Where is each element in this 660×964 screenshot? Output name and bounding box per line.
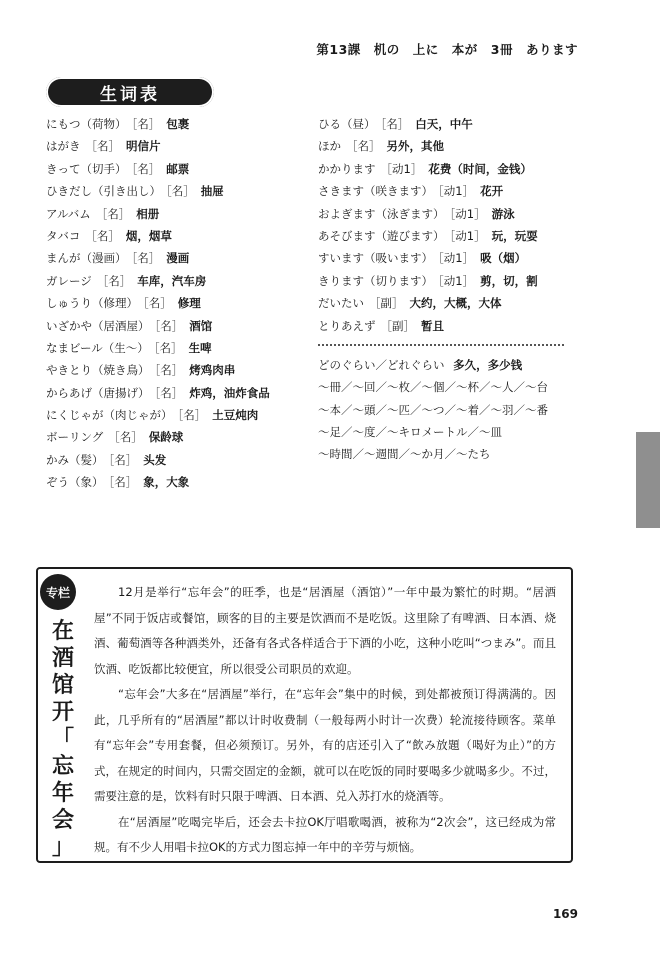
- counter-line: ～足／～度／～キロメートル／～皿: [318, 425, 502, 440]
- vocab-entry: [46, 270, 316, 292]
- entry-cn: 花费（时间，金钱）: [428, 161, 532, 176]
- column-badge: 专栏: [40, 574, 76, 610]
- entry-cn: 另外，其他: [386, 139, 444, 154]
- entry-jp: だいたい: [318, 296, 364, 311]
- entry-jp: しゅうり（修理）: [46, 296, 138, 311]
- entry-cn: 生啤: [188, 340, 212, 355]
- entry-cn: 烟，烟草: [125, 228, 172, 243]
- entry-jp: かかります: [318, 161, 376, 176]
- entry-cn: 抽屉: [200, 184, 224, 199]
- vocab-entry: [318, 113, 618, 135]
- vocab-entry: [318, 292, 618, 314]
- entry-jp: きります（切ります）: [318, 273, 433, 288]
- vocab-entry: [318, 225, 618, 247]
- entry-pos: ［名］: [95, 206, 131, 221]
- entry-cn: 暂且: [421, 318, 444, 333]
- entry-pos: ［名］: [154, 318, 184, 333]
- entry-jp: いざかや（居酒屋）: [46, 318, 150, 333]
- vocab-entry: [46, 315, 316, 337]
- entry-cn: 酒馆: [189, 318, 213, 333]
- entry-jp: タバコ: [46, 228, 81, 243]
- vocab-entry: [318, 203, 618, 225]
- counter-line: ～冊／～回／～枚／～個／～杯／～人／～台: [318, 380, 548, 395]
- vocab-entry: [318, 135, 618, 157]
- entry-jp: あそびます（遊びます）: [318, 228, 445, 243]
- page-header: 第13課 机の 上に 本が 3冊 あります: [316, 42, 578, 57]
- entry-pos: ［名］: [380, 117, 410, 131]
- vocab-entry: [318, 247, 618, 269]
- entry-jp: にもつ（荷物）: [46, 117, 127, 131]
- entry-cn: 白天，中午: [415, 117, 473, 131]
- entry-jp: からあげ（唐揚げ）: [46, 385, 150, 400]
- vocab-entry: [46, 292, 316, 314]
- entry-pos: ［动1］: [449, 228, 486, 243]
- entry-cn: 剪，切，割: [480, 273, 538, 288]
- entry-pos: ［名］: [85, 228, 120, 243]
- entry-jp: ガレージ: [46, 273, 92, 288]
- entry-jp: およぎます（泳ぎます）: [318, 206, 445, 221]
- column-title-char: 在: [51, 619, 74, 644]
- counter-line: ～時間／～週間／～か月／～たち: [318, 447, 491, 462]
- entry-pos: ［副］: [369, 296, 404, 311]
- entry-pos: ［名］: [108, 452, 138, 467]
- entry-jp: なまビール（生～）: [46, 340, 149, 355]
- vocab-left-column: [46, 113, 316, 494]
- entry-jp: さきます（咲きます）: [318, 184, 433, 199]
- entry-cn: 包裹: [166, 117, 190, 131]
- column-title-char: 会: [51, 808, 74, 833]
- counter-line: ～本／～頭／～匹／～つ／～着／～羽／～番: [318, 402, 548, 417]
- entry-jp: ぞう（象）: [46, 475, 104, 490]
- column-title-char: 酒: [51, 646, 74, 671]
- entry-cn: 炸鸡，油炸食品: [189, 385, 270, 400]
- vocab-entry: [318, 270, 618, 292]
- column-title-char: 开: [51, 700, 74, 725]
- entry-pos: ［动1］: [380, 161, 423, 176]
- entry-pos: ［名］: [108, 430, 143, 445]
- column-title-char: 「: [51, 727, 74, 752]
- vocab-right-column: [318, 113, 618, 466]
- vocab-entry: [46, 449, 316, 471]
- vocab-entry: [46, 158, 316, 180]
- entry-cn: 玩，玩耍: [491, 228, 538, 243]
- entry-pos: ［名］: [166, 184, 195, 199]
- entry-cn: 修理: [177, 296, 201, 311]
- entry-jp: かみ（髪）: [46, 452, 104, 467]
- page-number: 169: [552, 907, 578, 921]
- vocab-entry: [46, 247, 316, 269]
- entry-cn: 明信片: [126, 139, 161, 154]
- entry-jp: ひきだし（引き出し）: [46, 184, 161, 199]
- entry-pos: ［动1］: [438, 184, 475, 199]
- entry-jp: ほか: [318, 139, 341, 154]
- entry-cn: 吸（烟）: [480, 251, 527, 266]
- entry-pos: ［名］: [154, 363, 184, 378]
- entry-pos: ［名］: [131, 117, 161, 131]
- entry-cn: 花开: [480, 184, 504, 199]
- entry-cn: 大约，大概，大体: [409, 296, 502, 311]
- vocab-entry: [46, 203, 316, 225]
- entry-jp: ひる（昼）: [318, 117, 376, 131]
- vocab-entry: [46, 180, 316, 202]
- entry-cn: 游泳: [491, 206, 515, 221]
- entry-jp: すいます（吸います）: [318, 251, 433, 266]
- entry-pos: ［名］: [85, 139, 120, 154]
- column-title-char: 忘: [51, 754, 74, 779]
- entry-jp: きって（切手）: [46, 161, 127, 176]
- entry-jp: まんが（漫画）: [46, 251, 127, 266]
- vocab-entry: [46, 426, 316, 448]
- entry-cn: 相册: [136, 206, 160, 221]
- vocab-entry: [46, 359, 316, 381]
- entry-cn: 象，大象: [143, 475, 190, 490]
- column-paragraph: “忘年会”大多在“居酒屋”举行，在“忘年会”集中的时候，到处都被预订得满满的。因此，几乎所有的“居酒屋”都以计时收费制（一般每两小时计一次费）轮流接待顾客。菜单有“忘年会”专用套餐，但必须预订。另外，有的店还引入了“飲み放題（喝好为止）”的方式，在规定的时间内，只需交固定的金额，就可以在吃饭的同时要喝多少就喝多少。不过，需要注意的是，饮料有时只限于啤酒、日本酒、兑入苏打水的烧酒等。: [94, 687, 556, 803]
- entry-pos: ［名］: [177, 408, 207, 423]
- vocab-entry: [46, 135, 316, 157]
- entry-pos: ［名］: [108, 475, 138, 490]
- entry-pos: ［名］: [131, 161, 161, 176]
- vocab-entry: [46, 113, 316, 135]
- dotted-divider: [318, 344, 564, 346]
- vocab-entry: [318, 158, 618, 180]
- vocab-entry: [46, 404, 316, 426]
- entry-cn: 多久，多少钱: [453, 357, 523, 372]
- vocab-entry: [46, 382, 316, 404]
- entry-cn: 烤鸡肉串: [189, 363, 236, 378]
- side-tab-marker: [636, 432, 660, 528]
- column-title: [48, 618, 78, 861]
- column-paragraph: 12月是举行“忘年会”的旺季，也是“居酒屋（酒馆）”一年中最为繁忙的时期。“居酒屋”不同于饭店或餐馆，顾客的目的主要是饮酒而不是吃饭。这里除了有啤酒、日本酒、烧酒、葡萄酒等各种酒类外，还备有各式各样适合于下酒的小吃，这种小吃叫“つまみ”。而且饮酒、吃饭都比较便宜，所以很受公司职员的欢迎。: [94, 585, 556, 676]
- entry-pos: ［名］: [131, 251, 161, 266]
- entry-cn: 漫画: [166, 251, 190, 266]
- entry-pos: ［名］: [96, 273, 132, 288]
- column-title-char: 」: [51, 835, 74, 860]
- entry-pos: ［名］: [143, 296, 172, 311]
- entry-jp: とりあえず: [318, 318, 376, 333]
- entry-jp: アルバム: [46, 206, 91, 221]
- entry-cn: 头发: [143, 452, 167, 467]
- entry-cn: 邮票: [166, 161, 190, 176]
- vocab-entry: [46, 337, 316, 359]
- entry-pos: ［副］: [380, 318, 415, 333]
- entry-jp: にくじゃが（肉じゃが）: [46, 408, 173, 423]
- entry-jp: どのぐらい／どれぐらい: [318, 357, 445, 372]
- column-paragraph: 在“居酒屋”吃喝完毕后，还会去卡拉OK厅唱歌喝酒，被称为“2次会”，这已经成为常规。有不少人用唱卡拉OK的方式力图忘掉一年中的辛劳与烦恼。: [94, 814, 556, 854]
- entry-pos: ［名］: [346, 139, 381, 154]
- entry-pos: ［动1］: [438, 251, 475, 266]
- entry-pos: ［动1］: [449, 206, 486, 221]
- entry-jp: はがき: [46, 139, 81, 154]
- entry-cn: 车库，汽车房: [137, 273, 207, 288]
- entry-jp: ボーリング: [46, 430, 104, 445]
- column-title-char: 馆: [51, 673, 74, 698]
- entry-cn: 保龄球: [148, 430, 184, 445]
- vocab-entry: [46, 471, 316, 493]
- vocab-title: 生词表: [46, 77, 214, 107]
- vocab-entry: [318, 315, 618, 337]
- entry-pos: ［动1］: [438, 273, 475, 288]
- vocab-entry-dogurai: [318, 354, 618, 376]
- entry-pos: ［名］: [154, 385, 184, 400]
- vocab-entry: [46, 225, 316, 247]
- entry-jp: やきとり（焼き鳥）: [46, 363, 150, 378]
- vocab-entry: [318, 180, 618, 202]
- entry-cn: 土豆炖肉: [212, 408, 259, 423]
- entry-pos: ［名］: [153, 340, 183, 355]
- column-body: [94, 580, 556, 861]
- column-title-char: 年: [51, 781, 74, 806]
